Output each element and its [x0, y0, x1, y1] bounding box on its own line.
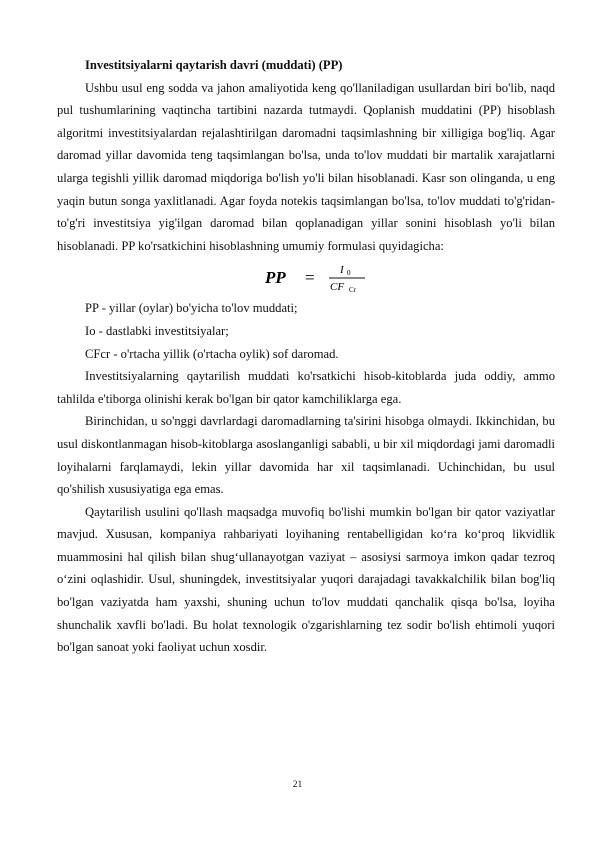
formula-definitions — [85, 297, 555, 365]
definition-cfcr: CFcr - o'rtacha yillik (o'rtacha oylik) sof daromad. — [85, 346, 339, 361]
formula-denominator: CF — [330, 281, 345, 294]
section-heading: Investitsiyalarni qaytarish davri (muddati) (PP) — [85, 58, 343, 72]
paragraph-firstly: Birinchidan, u so'nggi davrlardagi daromadlarning ta'sirini hisobga olmaydi. Ikkinchidan, bu usul diskontlanmagan hisob-kitoblarga asoslanganligi sababli, u bir xil miqdordagi jami daromadli loyihalarni farqlamaydi, lekin yillar davomida har xil taqsimlanadi. Uchinchidan, bu usul qo'shilish xususiyatiga ega emas. — [57, 414, 555, 497]
paragraph-payback-method: Ushbu usul eng sodda va jahon amaliyotida keng qo'llaniladigan usullardan biri bo'lib, naqd pul tushumlarining vaqtincha tartibini nazarda tutmaydi. Qoplanish muddatini (PP) hisoblash algoritmi investitsiyalardan rejalashtirilgan daromadni taqsimlashning bir xilligiga bog'liq. Agar daromad yillar davomida teng taqsimlangan bo'lsa, unda to'lov muddati bir martalik xarajatlarni ularga tegishli yillik daromad miqdoriga bo'lish yo'li bilan hisoblanadi. Kasr son olinganda, u eng yaqin butun songa yaxlitlanadi. Agar foyda notekis taqsimlangan bo'lsa, to'lov muddati to'g'ridan-to'g'ri investitsiya yig'ilgan daromad bilan qoplanadigan yillar sonini hisoblash yo'li bilan hisoblanadi. PP ko'rsatkichini hisoblashning umumiy formulasi quyidagicha: — [57, 80, 555, 253]
formula-lhs: PP — [265, 268, 286, 288]
formula-numerator-sub: 0 — [347, 269, 351, 278]
formula-denominator-sub: Cr — [349, 286, 356, 295]
page-number: 21 — [292, 780, 303, 790]
formula-graphic — [261, 259, 381, 295]
definition-pp: PP - yillar (oylar) bo'yicha to'lov muddati; — [85, 301, 298, 316]
formula-numerator: I — [340, 264, 344, 277]
page-content — [57, 54, 555, 659]
payback-formula — [85, 257, 555, 297]
definition-io: Io - dastlabki investitsiyalar; — [85, 323, 229, 338]
formula-equals: = — [305, 268, 315, 288]
paragraph-shortcomings: Investitsiyalarning qaytarilish muddati ko'rsatkichi hisob-kitoblarda juda oddiy, ammo tahlilda e'tiborga olinishi kerak bo'lgan bir qator kamchiliklarga ega. — [57, 369, 555, 406]
paragraph-situations: Qaytarilish usulini qo'llash maqsadga muvofiq bo'lishi mumkin bo'lgan bir qator vaziyatlar mavjud. Xususan, kompaniya rahbariyati loyihaning rentabelligidan ko‘ra ko‘proq likvidlik muammosini hal qilish bilan shug‘ullanayotgan vaziyat – asosiysi sarmoya imkon qadar tezroq o‘zini oqlashidir. Usul, shuningdek, investitsiyalar yuqori darajadagi tavakkalchilik bilan bog'liq bo'lgan vaziyatda ham yaxshi, shuning uchun to'lov muddati qanchalik qisqa bo'lsa, loyiha shunchalik xavfli bo'ladi. Bu holat texnologik o'zgarishlarning tez sodir bo'lish ehtimoli yuqori bo'lgan sanoat yoki faoliyat uchun xosdir. — [57, 504, 555, 655]
